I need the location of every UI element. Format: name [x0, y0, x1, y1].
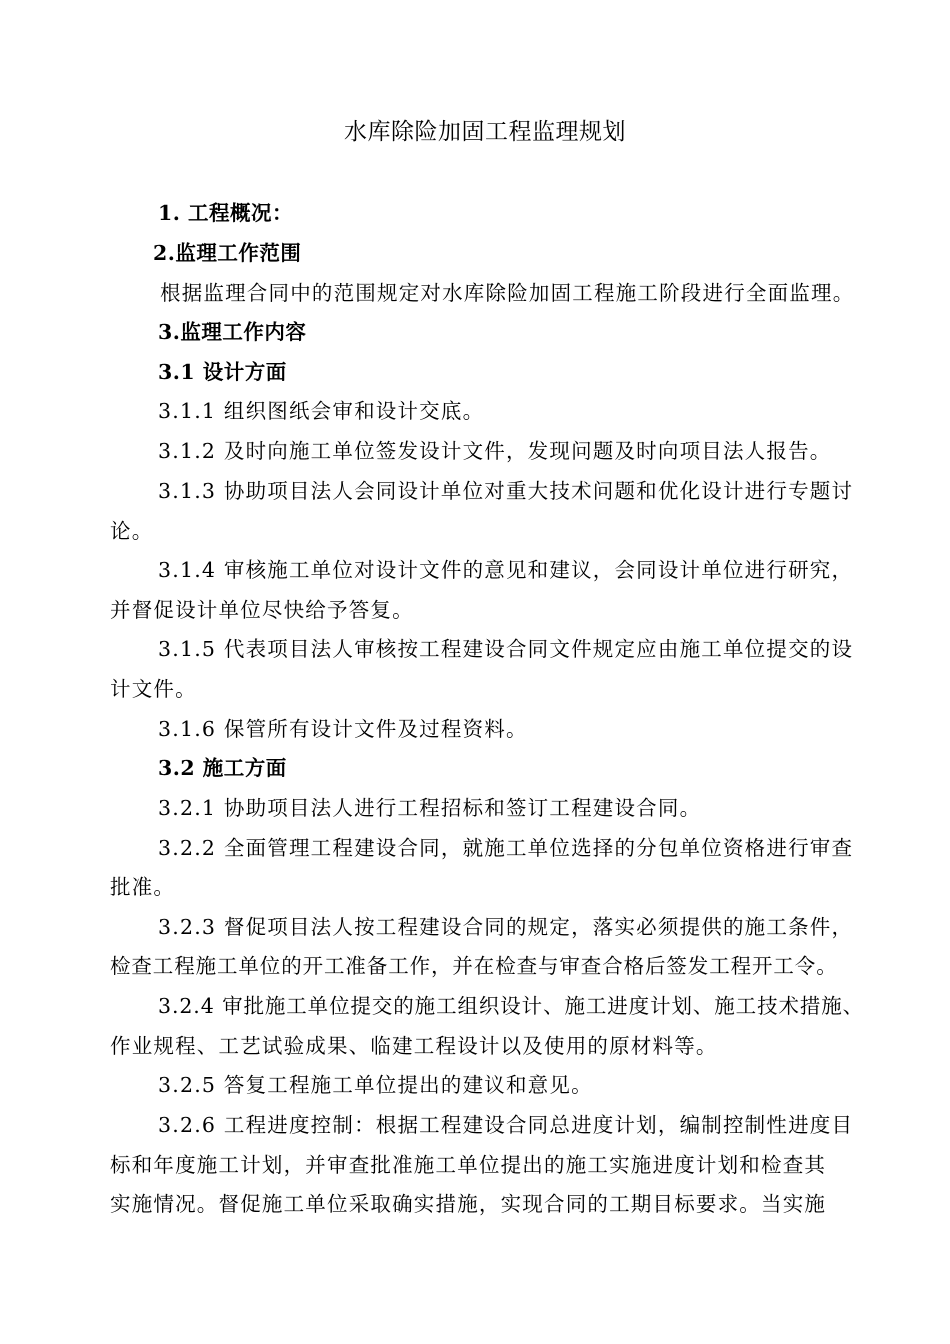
paragraph-line: 3.2.5 答复工程施工单位提出的建议和意见。: [158, 1073, 593, 1097]
paragraph-line: 3.2.3 督促项目法人按工程建设合同的规定，落实必须提供的施工条件，: [158, 915, 854, 939]
paragraph-line: 3.1.1 组织图纸会审和设计交底。: [158, 399, 485, 423]
heading-project-overview: 1. 工程概况：: [158, 201, 294, 225]
heading-supervision-content: 3.监理工作内容: [158, 320, 307, 344]
paragraph-line: 3.2.1 协助项目法人进行工程招标和签订工程建设合同。: [158, 796, 702, 820]
paragraph-line: 3.1.3 协助项目法人会同设计单位对重大技术问题和优化设计进行专题讨: [158, 479, 854, 503]
paragraph-line: 3.2.6 工程进度控制：根据工程建设合同总进度计划，编制控制性进度目: [158, 1113, 854, 1137]
paragraph-line: 3.1.5 代表项目法人审核按工程建设合同文件规定应由施工单位提交的设: [158, 637, 854, 661]
paragraph-line: 根据监理合同中的范围规定对水库除险加固工程施工阶段进行全面监理。: [160, 281, 855, 305]
paragraph-line: 作业规程、工艺试验成果、临建工程设计以及使用的原材料等。: [110, 1034, 718, 1058]
heading-supervision-scope: 2.监理工作范围: [153, 241, 302, 265]
paragraph-line: 3.2.4 审批施工单位提交的施工组织设计、施工进度计划、施工技术措施、: [158, 994, 865, 1018]
paragraph-line: 实施情况。督促施工单位采取确实措施，实现合同的工期目标要求。当实施: [110, 1192, 827, 1216]
paragraph-line: 论。: [110, 519, 154, 543]
paragraph-line: 批准。: [110, 875, 176, 899]
subheading-construction: 3.2 施工方面: [158, 756, 287, 780]
paragraph-line: 计文件。: [110, 677, 197, 701]
document-title: 水库除险加固工程监理规划: [344, 119, 626, 145]
paragraph-line: 3.1.4 审核施工单位对设计文件的意见和建议，会同设计单位进行研究，: [158, 558, 854, 582]
paragraph-line: 3.1.2 及时向施工单位签发设计文件，发现问题及时向项目法人报告。: [158, 439, 832, 463]
paragraph-line: 并督促设计单位尽快给予答复。: [110, 598, 414, 622]
paragraph-line: 3.1.6 保管所有设计文件及过程资料。: [158, 717, 528, 741]
paragraph-line: 3.2.2 全面管理工程建设合同，就施工单位选择的分包单位资格进行审查: [158, 836, 854, 860]
subheading-design: 3.1 设计方面: [158, 360, 287, 384]
paragraph-line: 标和年度施工计划，并审查批准施工单位提出的施工实施进度计划和检查其: [110, 1153, 827, 1177]
paragraph-line: 检查工程施工单位的开工准备工作，并在检查与审查合格后签发工程开工令。: [110, 954, 838, 978]
